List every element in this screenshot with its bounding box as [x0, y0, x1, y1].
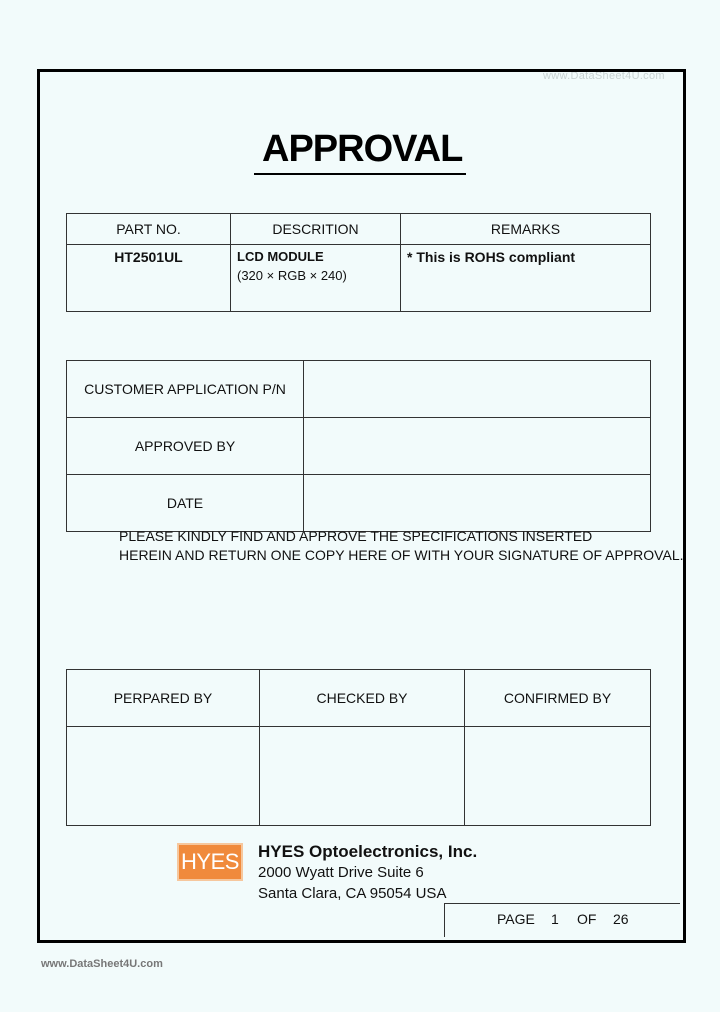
date-label: DATE — [67, 475, 304, 532]
page-label: PAGE — [497, 911, 535, 927]
customer-row — [67, 418, 651, 475]
prepared-by-signature[interactable] — [67, 727, 260, 826]
date-field[interactable] — [304, 475, 651, 532]
confirmed-by-label: CONFIRMED BY — [465, 670, 651, 727]
approved-by-label: APPROVED BY — [67, 418, 304, 475]
page-of-label: OF — [577, 911, 597, 927]
header-part-no: PART NO. — [67, 214, 231, 245]
signature-row — [67, 727, 651, 826]
customer-row — [67, 475, 651, 532]
watermark-bottom: www.DataSheet4U.com — [41, 958, 163, 970]
note-line1: PLEASE KINDLY FIND AND APPROVE THE SPECIFICATIONS INSERTED — [119, 528, 593, 544]
prepared-by-label: PERPARED BY — [67, 670, 260, 727]
note-line2: HEREIN AND RETURN ONE COPY HERE OF WITH YOUR SIGNATURE OF APPROVAL. — [119, 547, 684, 563]
watermark-top: www.DataSheet4U.com — [543, 70, 665, 82]
customer-table — [66, 360, 651, 532]
signature-header-row — [67, 670, 651, 727]
customer-row — [67, 361, 651, 418]
page-number-box — [444, 903, 680, 937]
signature-table — [66, 669, 651, 826]
remarks-value: * This is ROHS compliant — [401, 245, 651, 312]
checked-by-signature[interactable] — [260, 727, 465, 826]
checked-by-label: CHECKED BY — [260, 670, 465, 727]
approved-by-field[interactable] — [304, 418, 651, 475]
part-table-row — [67, 245, 651, 312]
page-title: APPROVAL — [262, 128, 463, 170]
company-name: HYES Optoelectronics, Inc. — [258, 842, 478, 861]
company-address-line2: Santa Clara, CA 95054 USA — [258, 885, 447, 902]
company-address-line1: 2000 Wyatt Drive Suite 6 — [258, 864, 424, 881]
description-cell — [231, 245, 401, 312]
part-table — [66, 213, 651, 312]
description-line1: LCD MODULE — [237, 249, 324, 264]
part-number: HT2501UL — [67, 245, 231, 312]
company-logo — [177, 843, 243, 881]
confirmed-by-signature[interactable] — [465, 727, 651, 826]
logo-text: HYES — [181, 849, 239, 874]
customer-pn-label: CUSTOMER APPLICATION P/N — [67, 361, 304, 418]
header-description: DESCRITION — [231, 214, 401, 245]
description-line2: (320 × RGB × 240) — [237, 268, 347, 283]
part-table-header-row — [67, 214, 651, 245]
page-total: 26 — [613, 911, 629, 927]
header-remarks: REMARKS — [401, 214, 651, 245]
page-current: 1 — [551, 911, 559, 927]
customer-pn-field[interactable] — [304, 361, 651, 418]
title-underline — [254, 173, 466, 175]
approval-note — [119, 527, 684, 565]
